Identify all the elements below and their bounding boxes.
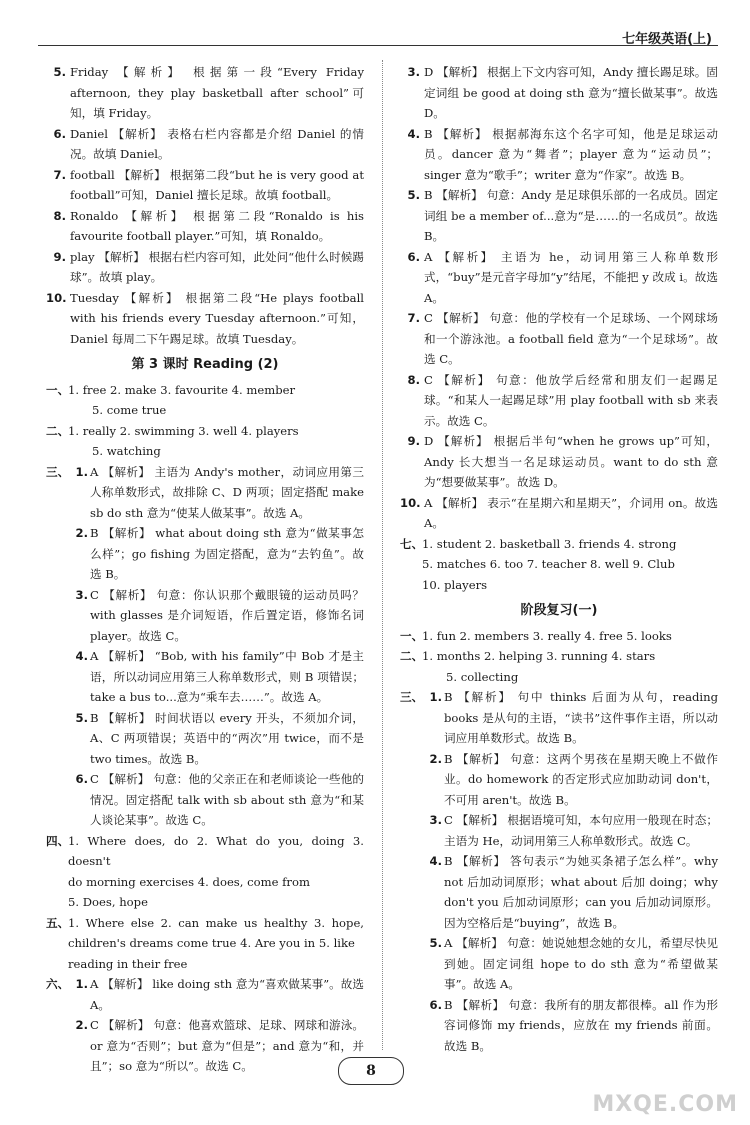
answer-item: 9. D 【解析】 根据后半句“when he grows up”可知，Andy 长大想当一名足球运动员。want to do sth 意为“想要做某事”。故选 D。	[407, 434, 718, 489]
book-title: 七年级英语(上)	[622, 32, 712, 47]
answer-item: 3. C 【解析】 句意：你认识那个戴眼镜的运动员吗？with glasses 是介词短语，作后置定语，修饰名词 player。故选 C。	[75, 587, 364, 643]
answer-item: 1. B 【解析】 句中 thinks 后面为从句，reading books 是从句的主语，“读书”这件事作主语，所以动词应用单数形式。故选 B。	[429, 690, 718, 745]
exercise-section: 七、 1. student 2. basketball 3. friends 4. strong 5. matches 6. too 7. teacher 8. well 9. Club 10. players	[400, 536, 677, 592]
exercise-section: 三、 1. B 【解析】 句中 thinks 后面为从句，reading books 是从句的主语，“读书”这件事作主语，所以动词应用单数形式。故选 B。 2. B 【解析】 句意：这两个男孩在星期天晚上不做作业。do homework 的否定形式应加助动词 don't，不可用 aren't。故选 B。 3. C 【解析】 根据语境可知，本句应用一般现在时态；主语为 He，动词用第三人称单数形式。故选 C。 4. B 【解析】 答句表示“为她买条裙子怎么样”。why not 后加动词原形；what about 后加 doing；why don't you 后加动词原形；can you 后加动词原形。因为空格后是“buying”，故选 B。 5. A 【解析】 句意：她说她想念她的女儿，希望尽快见到她。固定词组 hope to do sth 意为“希望做某事”。故选 A。 6. B 【解析】 句意：我所有的朋友都很棒。all 作为形容词修饰 my friends，应放在 my friends 前面。故选 B。	[400, 687, 718, 1056]
exercise-section: 二、 1. really 2. swimming 3. well 4. players 5. watching	[46, 423, 299, 458]
answer-item: 1. A 【解析】 like doing sth 意为“喜欢做某事”。故选 A。	[75, 977, 364, 1012]
answer-item: 6. B 【解析】 句意：我所有的朋友都很棒。all 作为形容词修饰 my friends，应放在 my friends 前面。故选 B。	[429, 997, 718, 1053]
answer-item: 4. B 【解析】 答句表示“为她买条裙子怎么样”。why not 后加动词原形；what about 后加 doing；why don't you 后加动词原形；can you 后加动词原形。因为空格后是“buying”，故选 B。	[429, 854, 718, 930]
answer-item: 3. C 【解析】 根据语境可知，本句应用一般现在时态；主语为 He，动词用第三人称单数形式。故选 C。	[429, 813, 718, 848]
answer-item: 4. B 【解析】 根据郝海东这个名字可知，他是足球运动员。dancer 意为“舞者”；player 意为“运动员”；singer 意为“歌手”；writer 意为“作家”。故选 B。	[407, 126, 718, 182]
answer-item: 6. Daniel 【解析】 表格右栏内容都是介绍 Daniel 的情况。故填 Daniel。	[53, 126, 364, 161]
section-title: 阶段复习(一)	[520, 603, 598, 618]
answer-item: 3. D 【解析】 根据上下文内容可知，Andy 擅长踢足球。固定词组 be good at doing sth 意为“擅长做某事”。故选 D。	[407, 65, 718, 120]
answer-item: 2. B 【解析】 句意：这两个男孩在星期天晚上不做作业。do homework 的否定形式应加助动词 don't，不可用 aren't。故选 B。	[429, 751, 718, 807]
answer-item: 9. play 【解析】 根据右栏内容可知，此处问“他什么时候踢球”。故填 play。	[53, 249, 364, 284]
answer-item: 7. C 【解析】 句意：他的学校有一个足球场、一个网球场和一个游泳池。a football field 意为“一个足球场”。故选 C。	[407, 311, 718, 366]
watermark-logo: MXQE.COM	[592, 1092, 738, 1117]
section-title: 第 3 课时 Reading (2)	[131, 357, 279, 372]
answer-item: 10. Tuesday 【解析】 根据第二段“He plays football with his friends every Tuesday afternoon.”可知，Daniel 每周二下午踢足球。故填 Tuesday。	[46, 290, 364, 346]
page-header	[38, 0, 718, 46]
answer-item: 8. Ronaldo 【解析】 根据第二段“Ronaldo is his favourite football player.”可知，填 Ronaldo。	[53, 208, 364, 243]
answer-item: 6. A 【解析】 主语为 he，动词用第三人称单数形式，“buy”是元音字母加“y”结尾，不能把 y 改成 i。故选 A。	[407, 249, 718, 305]
answer-item: 2. C 【解析】 句意：他喜欢篮球、足球、网球和游泳。or 意为“否则”；but 意为“但是”；and 意为“和，并且”；so 意为“所以”。故选 C。	[75, 1018, 364, 1073]
exercise-section: 二、 1. months 2. helping 3. running 4. stars 5. collecting	[400, 649, 656, 684]
exercise-section: 六、 1. A 【解析】 like doing sth 意为“喜欢做某事”。故选 A。 2. C 【解析】 句意：他喜欢篮球、足球、网球和游泳。or 意为“否则”；but 意为“但是”；and 意为“和，并且”；so 意为“所以”。故选 C。	[46, 974, 364, 1077]
exercise-section: 一、 1. fun 2. members 3. really 4. free 5. looks	[400, 628, 672, 643]
answer-item: 10. A 【解析】 表示“在星期六和星期天”，介词用 on。故选 A。	[400, 495, 718, 530]
answer-item: 1. A 【解析】 主语为 Andy's mother，动词应用第三人称单数形式，故排除 C、D 两项；固定搭配 make sb do sth 意为“使某人做某事”。故选 A。	[75, 464, 364, 520]
answer-item: 5. A 【解析】 句意：她说她想念她的女儿，希望尽快见到她。固定词组 hope to do sth 意为“希望做某事”。故选 A。	[429, 936, 718, 991]
right-column	[400, 62, 718, 1056]
left-column	[46, 62, 364, 1077]
answer-item: 4. A 【解析】 “Bob, with his family”中 Bob 才是主语，所以动词应用第三人称单数形式，则 B 项错误；take a bus to...意为“乘车去……”。故选 A。	[75, 649, 364, 704]
exercise-section: 三、 1. A 【解析】 主语为 Andy's mother，动词应用第三人称单数形式，故排除 C、D 两项；固定搭配 make sb do sth 意为“使某人做某事”。故选 A。 2. B 【解析】 what about doing sth 意为“做某事怎么样”；go fishing 为固定搭配，意为“去钓鱼”。故选 B。 3. C 【解析】 句意：你认识那个戴眼镜的运动员吗？with glasses 是介词短语，作后置定语，修饰名词 player。故选 C。 4. A 【解析】 “Bob, with his family”中 Bob 才是主语，所以动词应用第三人称单数形式，则 B 项错误；take a bus to...意为“乘车去……”。故选 A。 5. B 【解析】 时间状语以 every 开头，不须加介词，A、C 两项错误；英语中的“两次”用 twice，而不是 two times。故选 B。 6. C 【解析】 句意：他的父亲正在和老师谈论一些他的情况。固定搭配 talk with sb about sth 意为“和某人谈论某事”。故选 C。	[46, 462, 364, 831]
exercise-section: 五、 1. Where else 2. can make us healthy 3. hope, children's dreams come true 4. Are you in 5. like reading in their free	[46, 915, 364, 971]
answer-item: 6. C 【解析】 句意：他的父亲正在和老师谈论一些他的情况。固定搭配 talk with sb about sth 意为“和某人谈论某事”。故选 C。	[75, 772, 364, 827]
answer-item: 5. B 【解析】 时间状语以 every 开头，不须加介词，A、C 两项错误；英语中的“两次”用 twice，而不是 two times。故选 B。	[75, 710, 364, 766]
exercise-section: 四、 1. Where does, do 2. What do you, doing 3. doesn't do morning exercises 4. does, come from 5. Does, hope	[46, 833, 364, 909]
exercise-section: 一、 1. free 2. make 3. favourite 4. member 5. come true	[46, 382, 296, 417]
answer-item: 2. B 【解析】 what about doing sth 意为“做某事怎么样”；go fishing 为固定搭配，意为“去钓鱼”。故选 B。	[75, 526, 364, 581]
page-number: 8	[338, 1057, 404, 1085]
answer-item: 8. C 【解析】 句意：他放学后经常和朋友们一起踢足球。“和某人一起踢足球”用 play football with sb 来表示。故选 C。	[407, 372, 718, 428]
answer-item: 5. Friday 【解析】 根据第一段“Every Friday afternoon, they play basketball after school”可知，填 Friday。	[53, 65, 364, 120]
header-rule	[38, 45, 718, 46]
answer-item: 7. football 【解析】 根据第二段“but he is very good at football”可知，Daniel 擅长足球。故填 football。	[53, 167, 364, 202]
column-divider	[382, 60, 383, 1050]
answer-item: 5. B 【解析】 句意：Andy 是足球俱乐部的一名成员。固定词组 be a member of...意为“是……的一名成员”。故选 B。	[407, 188, 718, 243]
